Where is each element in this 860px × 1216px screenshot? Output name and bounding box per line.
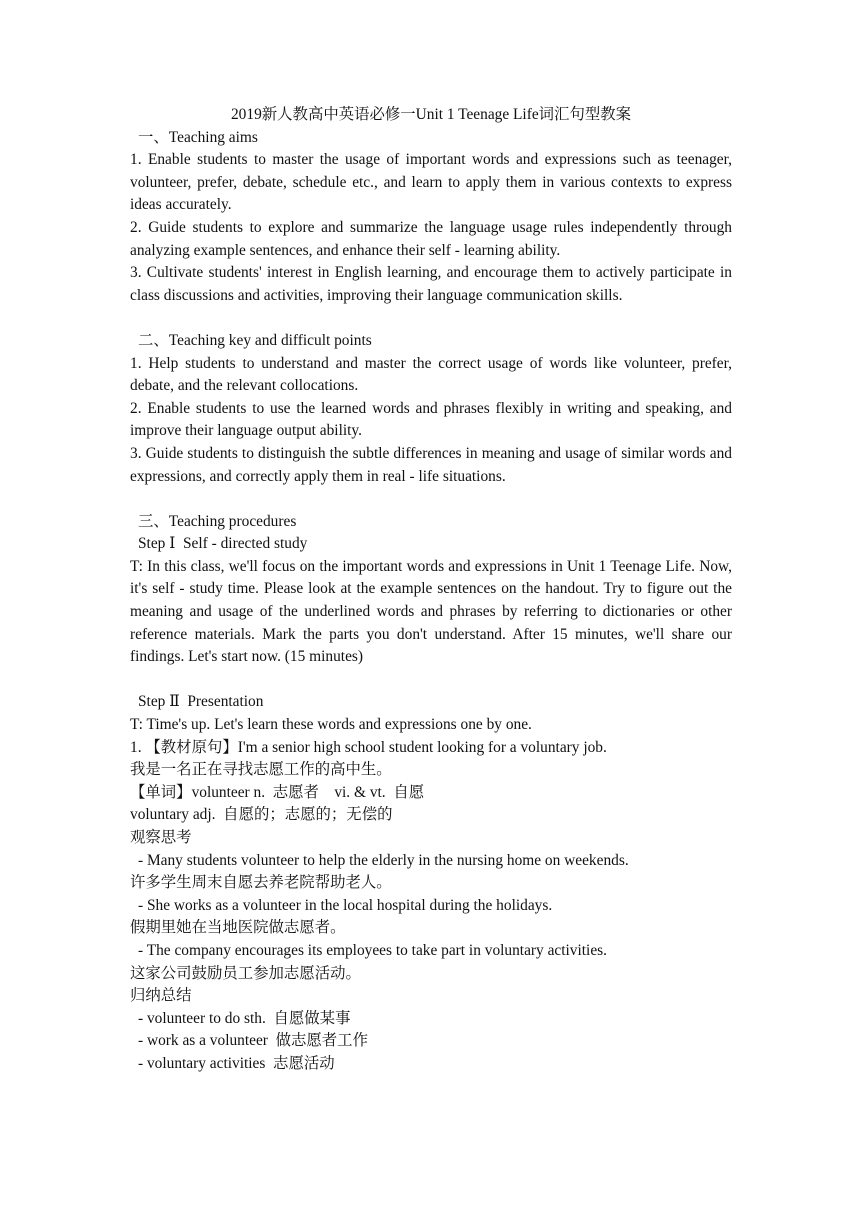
- step1-heading: Step Ⅰ Self - directed study: [138, 535, 308, 553]
- aim-item-1: 1. Enable students to master the usage of important words and expressions such as teenager, volunteer, prefer, debate, schedule etc., and learn to apply them in various contexts to express ideas accurately.: [130, 151, 732, 214]
- textbook-sentence-translation: 我是一名正在寻找志愿工作的高中生。: [130, 761, 392, 779]
- aim-item-2: 2. Guide students to explore and summarize the language usage rules independently through analyzing example sentences, and enhance their self - learning ability.: [130, 218, 732, 259]
- summary-item-3: - voluntary activities 志愿活动: [138, 1054, 335, 1072]
- spacer: [130, 307, 732, 330]
- key-point-item-2: 2. Enable students to use the learned words and phrases flexibly in writing and speaking, and improve their language output ability.: [130, 399, 732, 440]
- observe-label: 观察思考: [130, 829, 192, 846]
- textbook-sentence: 1. 【教材原句】I'm a senior high school student looking for a voluntary job.: [130, 738, 607, 756]
- section-heading-aims: 一、Teaching aims: [138, 128, 258, 146]
- word-entry-voluntary: voluntary adj. 自愿的；志愿的；无偿的: [130, 806, 393, 824]
- example-sentence-2: - She works as a volunteer in the local hospital during the holidays.: [138, 896, 553, 914]
- example-translation-2: 假期里她在当地医院做志愿者。: [130, 919, 346, 937]
- document-title: 2019新人教高中英语必修一Unit 1 Teenage Life词汇句型教案: [230, 106, 632, 123]
- example-translation-3: 这家公司鼓励员工参加志愿活动。: [130, 964, 361, 982]
- key-point-item-1: 1. Help students to understand and master the correct usage of words like volunteer, prefer, debate, and the relevant collocations.: [130, 354, 732, 395]
- example-sentence-1: - Many students volunteer to help the elderly in the nursing home on weekends.: [138, 851, 629, 869]
- summary-label: 归纳总结: [130, 987, 192, 1005]
- key-point-item-3: 3. Guide students to distinguish the subtle differences in meaning and usage of similar words and expressions, and correctly apply them in real - life situations.: [130, 444, 732, 485]
- summary-item-1: - volunteer to do sth. 自愿做某事: [138, 1009, 351, 1027]
- aim-item-3: 3. Cultivate students' interest in English learning, and encourage them to actively participate in class discussions and activities, improving their language communication skills.: [130, 264, 732, 304]
- example-sentence-3: - The company encourages its employees to take part in voluntary activities.: [138, 941, 607, 959]
- step2-intro: T: Time's up. Let's learn these words and expressions one by one.: [130, 716, 532, 734]
- step1-text: T: In this class, we'll focus on the important words and expressions in Unit 1 Teenage Life. Now, it's self - study time. Please look at the example sentences on the handout. Try to figure out the meaning and usage of the underlined words and phrases by referring to dictionaries or other reference materials. Mark the parts you don't understand. After 15 minutes, we'll share our findings. Let's start now. (15 minutes): [130, 557, 732, 666]
- summary-item-2: - work as a volunteer 做志愿者工作: [138, 1032, 368, 1050]
- step2-heading: Step Ⅱ Presentation: [138, 693, 264, 711]
- section-heading-key-points: 二、Teaching key and difficult points: [138, 331, 372, 349]
- spacer: [130, 669, 732, 692]
- word-entry-volunteer: 【单词】volunteer n. 志愿者 vi. & vt. 自愿: [130, 783, 425, 801]
- example-translation-1: 许多学生周末自愿去养老院帮助老人。: [130, 874, 392, 892]
- document-page: [130, 104, 732, 1076]
- spacer: [130, 488, 732, 511]
- section-heading-procedures: 三、Teaching procedures: [138, 512, 297, 530]
